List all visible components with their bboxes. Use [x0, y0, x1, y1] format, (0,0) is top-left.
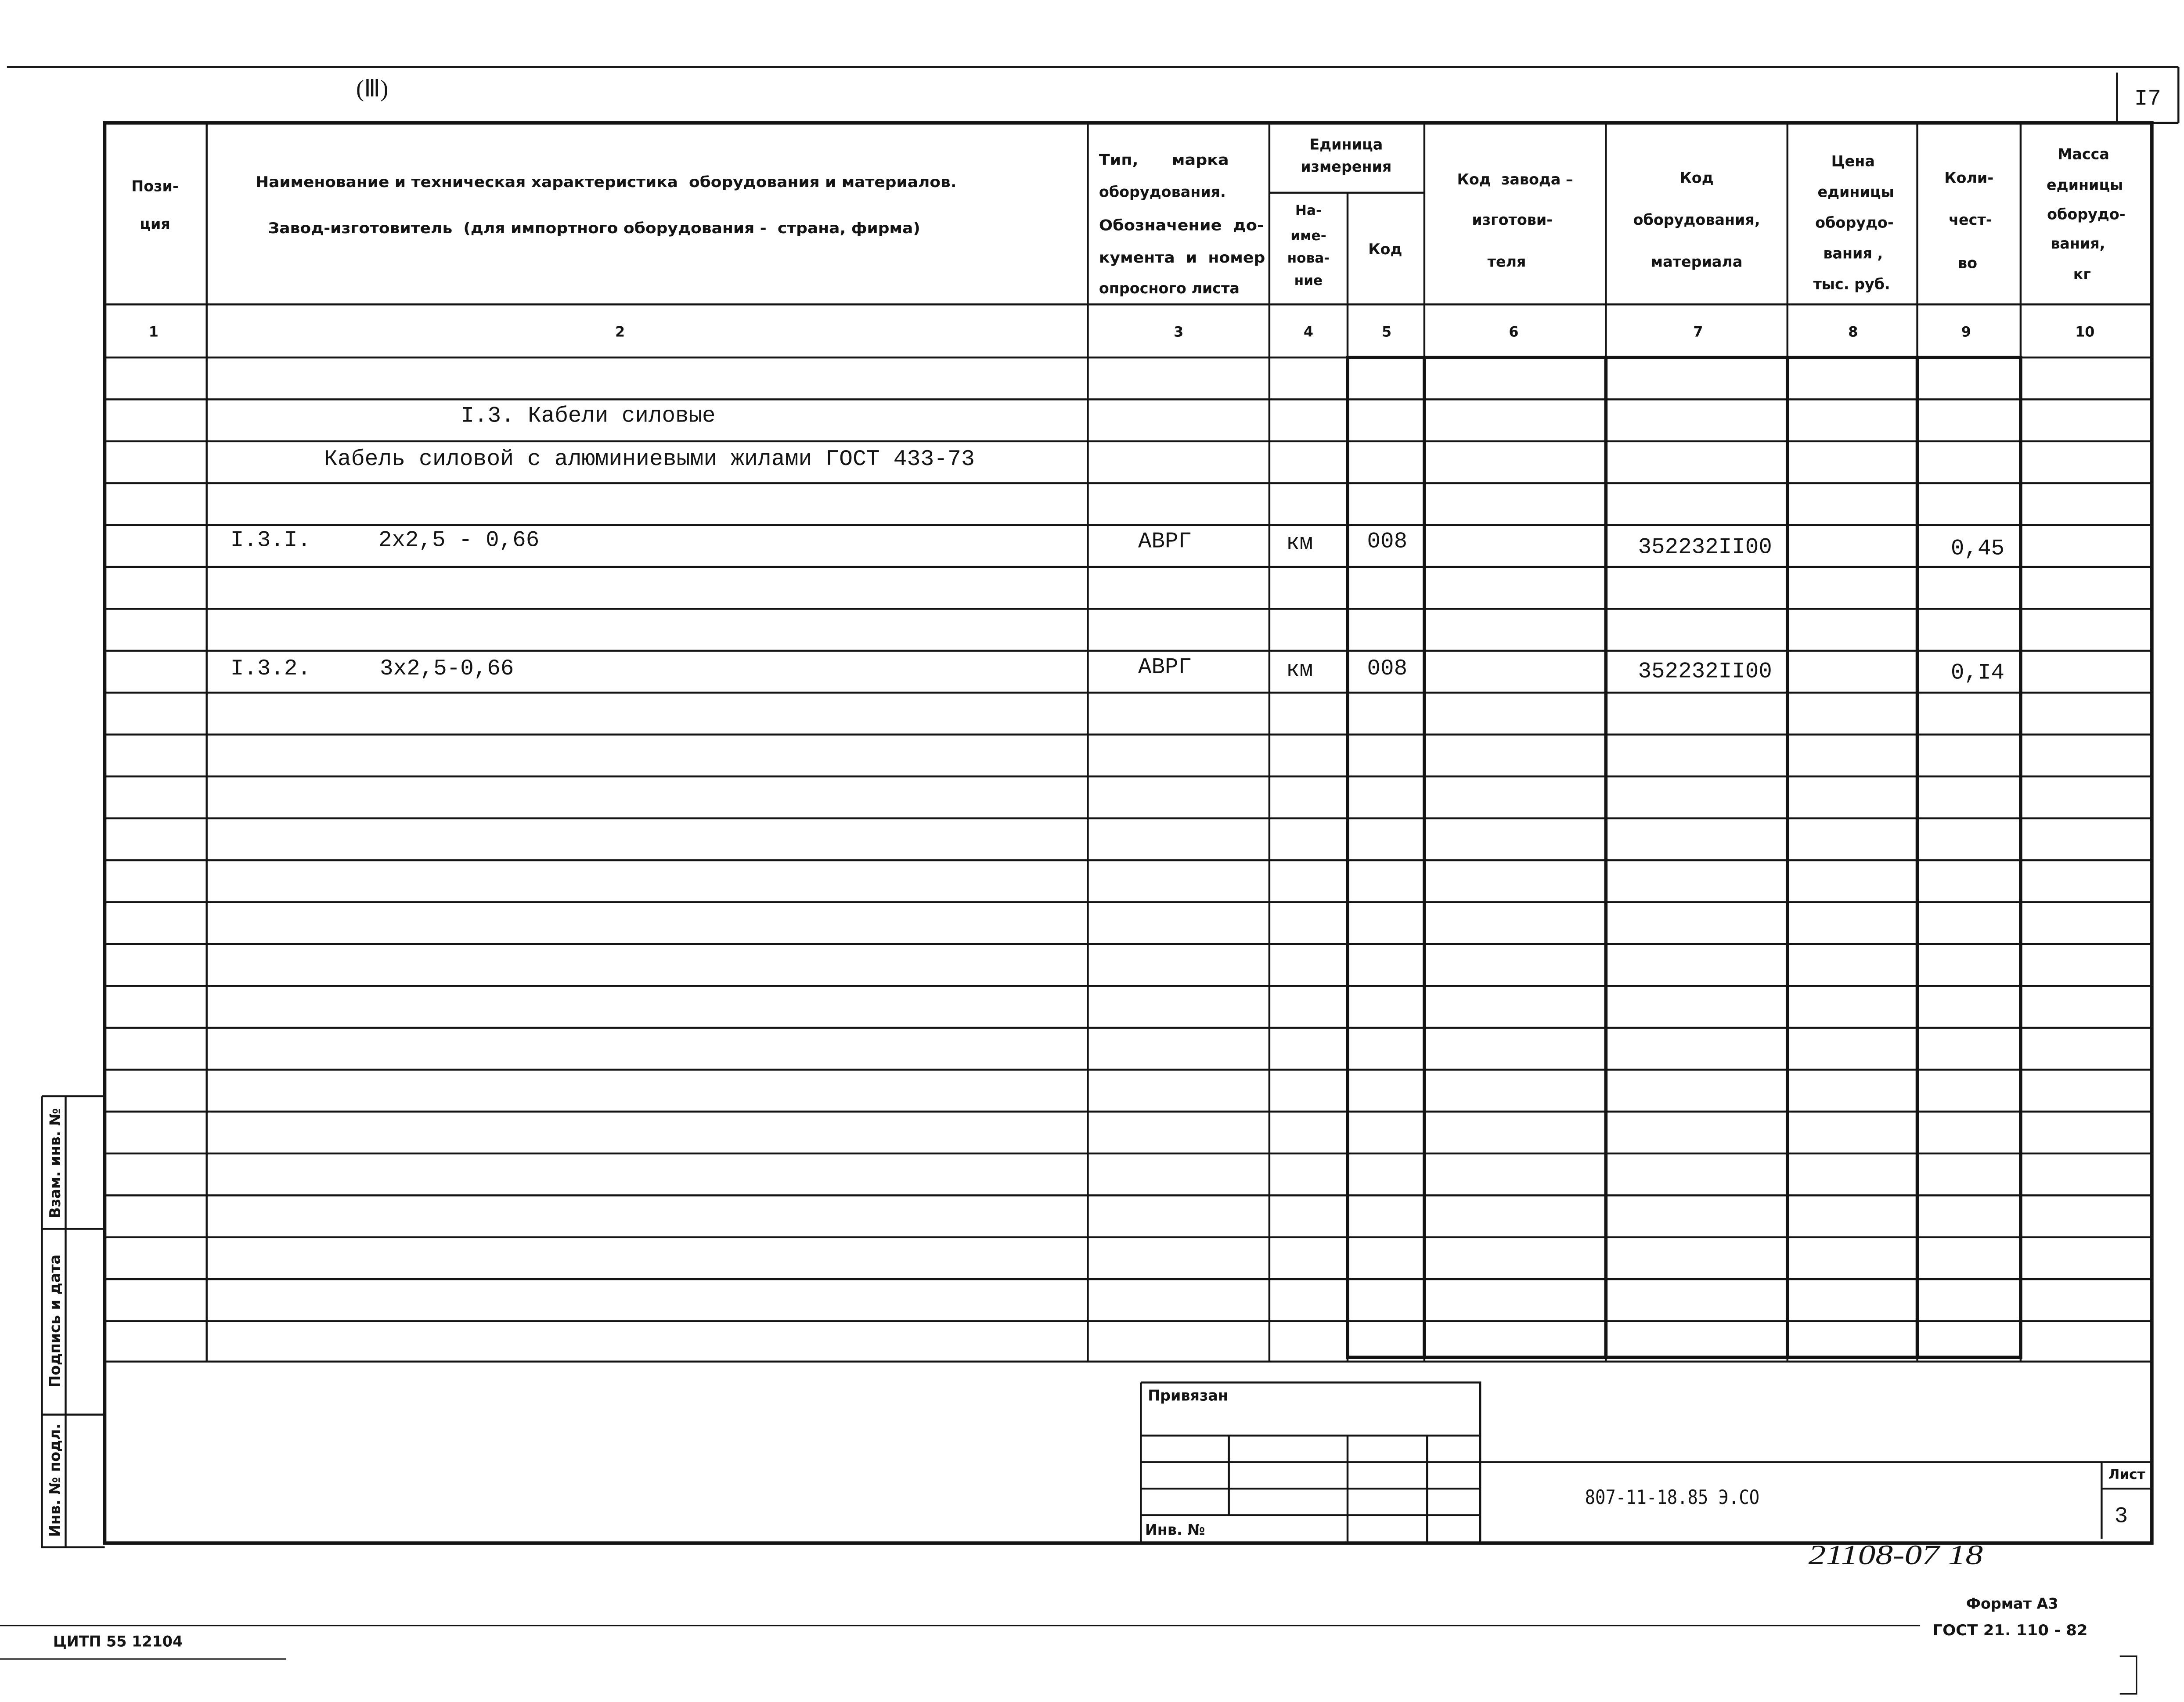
linked-label: Привязан	[1148, 1387, 1228, 1404]
item-equipment-code: 352232II00	[1638, 535, 1772, 560]
column-number: 4	[1303, 324, 1314, 340]
header-name-line: Наименование и техническая характеристика оборудования и материалов.	[255, 173, 957, 191]
document-code: 807-11-18.85 Э.СО	[1585, 1486, 1760, 1509]
header-mass-line: вания,	[2051, 235, 2105, 252]
header-price-line: оборудо-	[1815, 214, 1894, 231]
header-type-line: опросного листа	[1099, 279, 1240, 297]
item-unit-name: км	[1286, 658, 1313, 683]
publisher-label: ЦИТП 55 12104	[53, 1633, 183, 1650]
item-unit-code: 008	[1367, 656, 1408, 682]
header-manufacturer-code-line: Код завода –	[1457, 170, 1573, 188]
code-columns-bold-frame	[1348, 357, 2021, 1357]
column-number: 6	[1509, 324, 1519, 340]
sheet-footer	[53, 1539, 2088, 1650]
series-mark: (Ⅲ)	[356, 75, 389, 102]
header-price-line: тыс. руб.	[1813, 275, 1890, 293]
header-quantity-line: чест-	[1949, 211, 1992, 229]
header-unit-line: измерения	[1301, 158, 1392, 176]
table-outer-frame	[105, 123, 2152, 1543]
original-inventory-label: Инв. № подл.	[46, 1423, 64, 1537]
header-quantity-line: Коли-	[1944, 169, 1994, 187]
inventory-number-label: Инв. №	[1145, 1521, 1205, 1539]
column-number: 5	[1381, 324, 1392, 340]
column-number: 2	[615, 324, 625, 340]
column-number: 7	[1693, 324, 1703, 340]
header-manufacturer-code-line: теля	[1487, 253, 1526, 270]
table-row	[231, 655, 2004, 686]
header-name-line: Завод-изготовитель (для импортного оборудования - страна, фирма)	[268, 220, 920, 237]
section-title: I.3. Кабели силовые	[461, 404, 716, 429]
column-number: 1	[148, 324, 159, 340]
header-type-line: Обозначение до-	[1099, 216, 1264, 234]
header-type-line: оборудования.	[1099, 183, 1226, 201]
item-name: 3х2,5-0,66	[380, 656, 514, 682]
header-position-line: ция	[140, 215, 170, 233]
sheet-lines	[0, 67, 2178, 1694]
format-label: Формат А3	[1966, 1595, 2058, 1612]
table-header	[131, 136, 2125, 297]
header-equipment-code-line: Код	[1679, 169, 1714, 187]
signature-date-label: Подпись и дата	[46, 1254, 64, 1388]
header-mass-line: Масса	[2058, 145, 2109, 163]
item-position: I.3.I.	[230, 528, 311, 553]
section-subtitle: Кабель силовой с алюминиевыми жилами ГОСТ 433-73	[324, 447, 975, 472]
sheet-number: 3	[2114, 1504, 2128, 1529]
standard-label: ГОСТ 21. 110 - 82	[1932, 1621, 2088, 1639]
header-price-line: Цена	[1831, 152, 1875, 170]
table-body	[231, 404, 2004, 685]
item-unit-name: км	[1286, 530, 1313, 556]
header-unit-name-line: име-	[1290, 227, 1326, 244]
title-block-grid	[1141, 1382, 1480, 1543]
header-unit-name-line: ние	[1294, 272, 1323, 288]
header-mass-line: единицы	[2047, 176, 2123, 194]
item-type: АВРГ	[1138, 655, 1192, 680]
item-position: I.3.2.	[230, 656, 311, 682]
header-unit-name-line: нова-	[1287, 250, 1330, 266]
item-unit-code: 008	[1367, 529, 1408, 555]
corner-sheet-number: I7	[2134, 87, 2161, 112]
header-type-line: Тип, марка	[1099, 151, 1229, 169]
header-price-line: вания ,	[1823, 245, 1883, 262]
column-number: 9	[1961, 324, 1971, 340]
header-mass-line: кг	[2073, 266, 2091, 283]
header-manufacturer-code-line: изготови-	[1472, 211, 1553, 229]
side-stamp	[47, 1108, 64, 1537]
sheet-label: Лист	[2108, 1466, 2145, 1482]
corner-bracket	[2120, 1656, 2137, 1694]
header-unit-code: Код	[1368, 240, 1402, 258]
item-quantity: 0,45	[1950, 536, 2005, 562]
item-type: АВРГ	[1138, 529, 1192, 555]
document-code-field	[1480, 1462, 2152, 1539]
header-unit-name-line: На-	[1295, 202, 1322, 219]
header-quantity-line: во	[1958, 254, 1978, 272]
header-equipment-code-line: материала	[1651, 253, 1743, 270]
column-number: 3	[1174, 324, 1184, 340]
item-name: 2х2,5 - 0,66	[378, 528, 540, 553]
column-dividers	[207, 123, 2021, 1362]
column-number: 8	[1848, 324, 1858, 340]
table-row	[231, 528, 2004, 561]
column-number: 10	[2075, 324, 2095, 340]
column-number-row	[149, 324, 2095, 340]
header-unit-line: Единица	[1309, 136, 1383, 153]
header-type-line: кумента и номер	[1099, 249, 1265, 266]
item-quantity: 0,I4	[1950, 660, 2005, 686]
item-equipment-code: 352232II00	[1638, 659, 1772, 685]
header-price-line: единицы	[1817, 183, 1894, 201]
header-equipment-code-line: оборудования,	[1633, 211, 1760, 229]
header-mass-line: оборудо-	[2047, 206, 2126, 223]
handwritten-number: 21108-07 18	[1808, 1539, 1983, 1570]
header-position-line: Пози-	[131, 177, 179, 195]
replacement-inventory-label: Взам. инв. №	[46, 1108, 64, 1219]
